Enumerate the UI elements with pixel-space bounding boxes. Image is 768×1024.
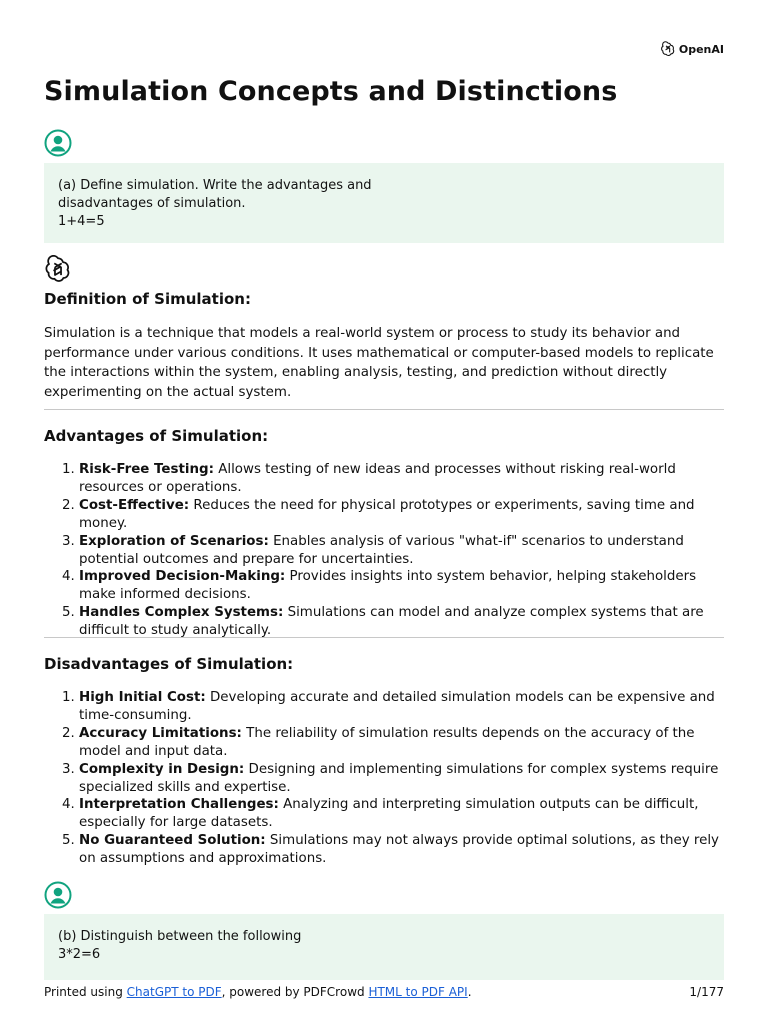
item-text: Designing and implementing simulations for complex systems require specialized skills and expertise. (79, 761, 719, 795)
disadvantages-heading: Disadvantages of Simulation: (44, 655, 294, 673)
item-text: Analyzing and interpreting simulation outputs can be difficult, especially for large datasets. (79, 797, 699, 831)
item-term: Risk-Free Testing: (79, 462, 214, 477)
footer-suffix: . (467, 985, 472, 999)
disadvantages-list (44, 689, 724, 868)
openai-brand (660, 41, 724, 57)
definition-body: Simulation is a technique that models a real-world system or process to study its behavior and performance under various conditions. It uses mathematical or computer-based models to replicate the interactions within the system, enabling analysis, testing, and prediction without directly experimenting on the actual system. (44, 326, 714, 400)
page-number: 1/177 (689, 985, 724, 999)
item-text: Developing accurate and detailed simulation models can be expensive and time-consuming. (79, 690, 715, 723)
item-text: Reduces the need for physical prototypes or experiments, saving time and money. (79, 497, 695, 531)
item-text: Simulations can model and analyze complex systems that are difficult to study analytically. (79, 605, 704, 639)
list-item (79, 832, 724, 868)
item-term: Cost-Effective: (79, 497, 190, 513)
definition-heading: Definition of Simulation: (44, 290, 251, 308)
item-term: No Guaranteed Solution: (79, 833, 266, 849)
user-prompt-a (44, 163, 724, 243)
list-item (79, 796, 724, 832)
advantages-heading: Advantages of Simulation: (44, 427, 269, 445)
page-title: Simulation Concepts and Distinctions (44, 76, 618, 107)
user-avatar-icon (44, 129, 72, 157)
chatgpt-to-pdf-link[interactable]: ChatGPT to PDF (126, 985, 222, 999)
item-term: Complexity in Design: (79, 761, 245, 777)
item-text: Simulations may not always provide optimal solutions, as they rely on assumptions and approximations. (79, 833, 719, 867)
divider (44, 637, 724, 638)
user-avatar-icon (44, 881, 72, 909)
list-item (79, 568, 724, 604)
item-term: Interpretation Challenges: (79, 797, 279, 813)
item-text: The reliability of simulation results depends on the accuracy of the model and input data. (79, 725, 695, 759)
prompt-a-line: 1+4=5 (58, 214, 105, 229)
item-text: Provides insights into system behavior, helping stakeholders make informed decisions. (79, 569, 697, 603)
page (44, 0, 724, 1024)
item-term: Improved Decision-Making: (79, 569, 286, 585)
footer-middle: , powered by PDFCrowd (221, 985, 369, 999)
html-to-pdf-api-link[interactable]: HTML to PDF API (368, 985, 468, 999)
item-text: Enables analysis of various "what-if" scenarios to understand potential outcomes and prepare for uncertainties. (79, 533, 684, 567)
openai-logo-icon (660, 41, 676, 57)
list-item (79, 725, 724, 761)
list-item (79, 761, 724, 797)
footer-prefix: Printed using (44, 985, 127, 999)
advantages-list (44, 461, 724, 640)
item-text: Allows testing of new ideas and processes without risking real-world resources or operations. (79, 462, 676, 495)
divider (44, 409, 724, 410)
brand-name: OpenAI (678, 42, 724, 56)
list-item (79, 689, 724, 725)
list-item (79, 497, 724, 533)
item-term: High Initial Cost: (79, 690, 206, 705)
list-item (79, 604, 724, 640)
item-term: Accuracy Limitations: (79, 725, 242, 741)
list-item (79, 533, 724, 569)
item-term: Exploration of Scenarios: (79, 533, 269, 549)
list-item (79, 461, 724, 497)
chatgpt-logo-icon (44, 255, 72, 283)
prompt-a-line: disadvantages of simulation. (58, 196, 246, 211)
prompt-b-line: 3*2=6 (58, 947, 101, 962)
prompt-a-line: (a) Define simulation. Write the advantages and (58, 178, 372, 193)
item-term: Handles Complex Systems: (79, 605, 284, 621)
footer-credit (44, 985, 472, 999)
prompt-b-line: (b) Distinguish between the following (58, 929, 302, 944)
user-prompt-b (44, 914, 724, 980)
footer (44, 985, 724, 999)
